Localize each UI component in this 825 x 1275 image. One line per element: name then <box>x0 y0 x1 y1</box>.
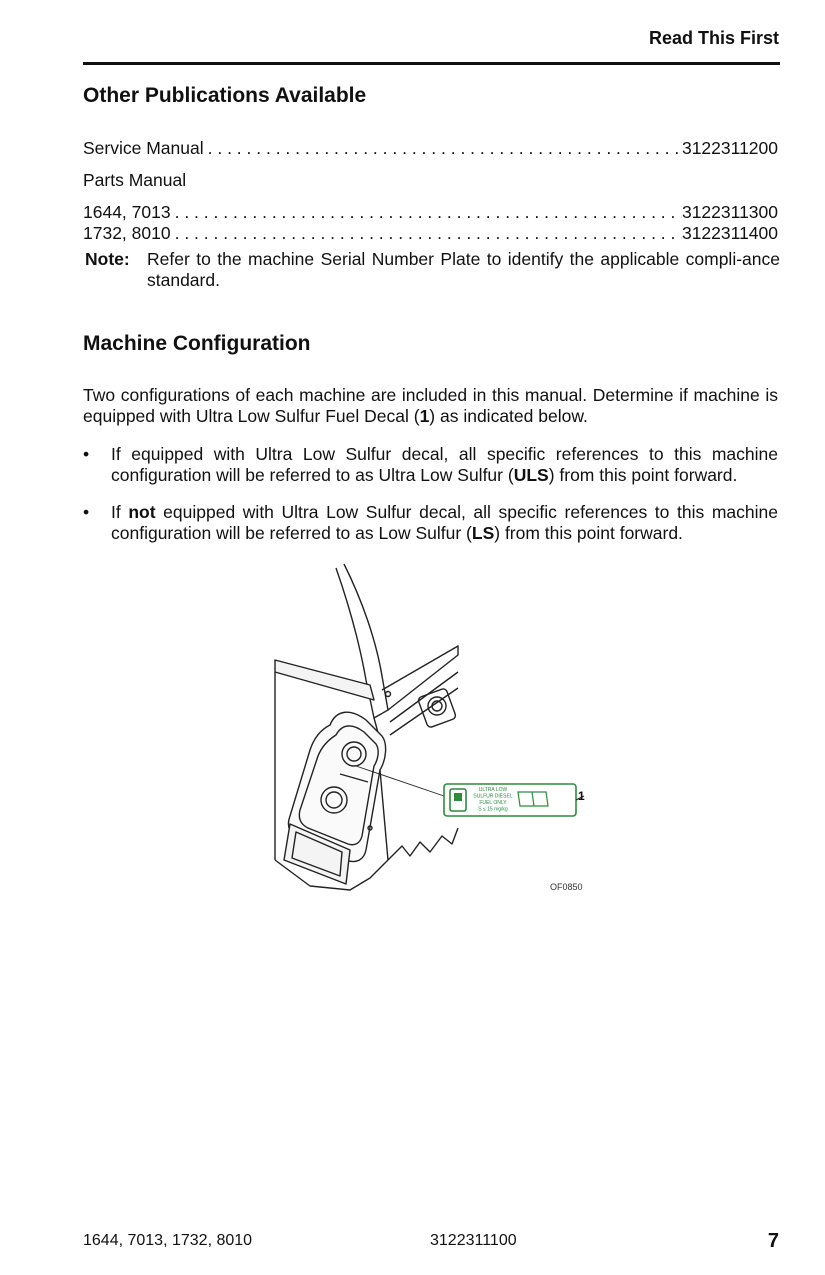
bullet-dot: • <box>83 502 90 522</box>
leader-dots <box>204 138 682 159</box>
service-manual-entry <box>83 138 778 159</box>
decal-line: FUEL ONLY <box>479 800 507 806</box>
parts-entry-number: 3122311400 <box>681 223 778 243</box>
service-manual-number: 3122311200 <box>681 138 778 158</box>
parts-entry-1 <box>83 202 778 223</box>
footer-models: 1644, 7013, 1732, 8010 <box>83 1232 253 1249</box>
parts-entry-2 <box>83 223 778 244</box>
bullet-text: If equipped with Ultra Low Sulfur decal, all specific references to this machine configuration will be referred to as Ultra Low Sulfur (ULS) from this point forward. <box>111 444 778 485</box>
bullet-ls <box>83 502 778 544</box>
parts-entry-label: 1732, 8010 <box>83 223 171 243</box>
figure-id: OF0850 <box>550 882 583 892</box>
intro-callout-ref: 1 <box>419 406 430 426</box>
fuel-decal-figure <box>270 560 600 900</box>
config-intro <box>83 385 778 427</box>
parts-entry-label: 1644, 7013 <box>83 202 171 222</box>
leader-dots <box>171 202 682 223</box>
callout-number: 1 <box>578 789 585 803</box>
decal-line: ULTRA LOW <box>478 787 508 793</box>
footer-doc-number: 3122311100 <box>430 1232 517 1249</box>
config-heading: Machine Configuration <box>83 332 311 355</box>
uls-decal <box>444 784 576 816</box>
bullet-text: If not equipped with Ultra Low Sulfur decal, all specific references to this machine configuration will be referred to as Low Sulfur (LS) from this point forward. <box>111 502 778 543</box>
leader-dots <box>171 223 682 244</box>
service-manual-label: Service Manual <box>83 138 204 158</box>
footer-page-number: 7 <box>767 1230 779 1252</box>
note-text: Refer to the machine Serial Number Plate to identify the applicable compli-ance standard. <box>147 249 780 290</box>
note-label: Note: <box>85 249 130 269</box>
bullet-dot: • <box>83 444 90 464</box>
publications-heading: Other Publications Available <box>83 84 367 107</box>
running-header-title: Read This First <box>648 28 779 48</box>
parts-entry-number: 3122311300 <box>681 202 778 222</box>
intro-text: Two configurations of each machine are included in this manual. Determine if machine is equipped with Ultra Low Sulfur Fuel Decal ( <box>83 385 778 426</box>
intro-text-end: ) as indicated below. <box>429 406 588 426</box>
decal-line: S ≤ 15 mg/kg <box>478 806 508 813</box>
header-rule <box>83 62 780 65</box>
parts-manual-label: Parts Manual <box>83 170 187 190</box>
decal-line: SULFUR DIESEL <box>473 793 513 800</box>
note-block <box>85 249 780 291</box>
bullet-uls <box>83 444 778 486</box>
